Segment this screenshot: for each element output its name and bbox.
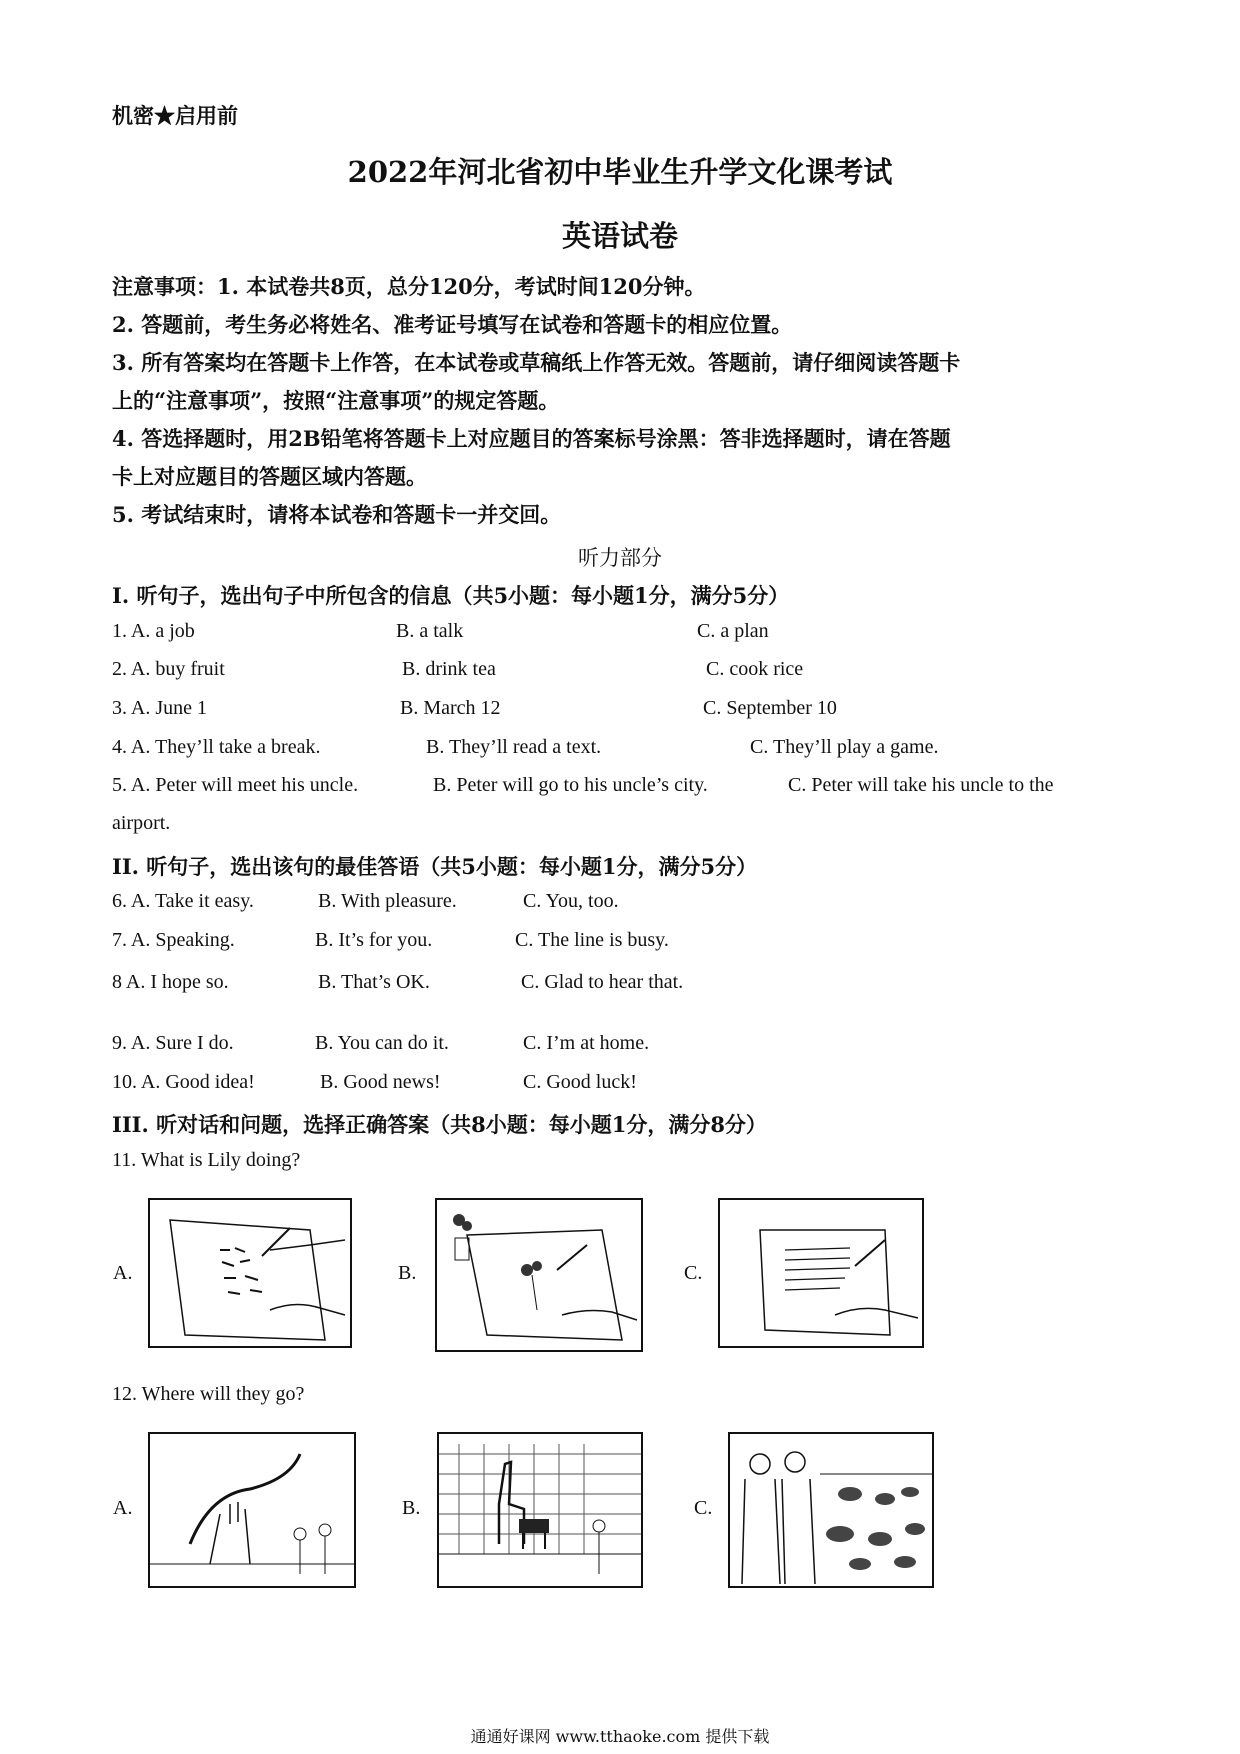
q12-label-b: B. bbox=[402, 1497, 421, 1519]
q6-option-c: C. You, too. bbox=[523, 890, 619, 912]
note-line-4a: 4. 答选择题时，用2B铅笔将答题卡上对应题目的答案标号涂黑：答非选择题时，请在答题 bbox=[112, 426, 951, 451]
note-line-2: 2. 答题前，考生务必将姓名、准考证号填写在试卷和答题卡的相应位置。 bbox=[112, 312, 793, 337]
note-line-4b: 卡上对应题目的答题区域内答题。 bbox=[112, 464, 427, 489]
q11-picture-b bbox=[435, 1198, 643, 1352]
q11-question: 11. What is Lily doing? bbox=[112, 1149, 301, 1171]
q8-option-c: C. Glad to hear that. bbox=[521, 971, 684, 993]
q7-option-a: 7. A. Speaking. bbox=[112, 929, 235, 951]
q4-option-b: B. They’ll read a text. bbox=[426, 736, 602, 758]
note-line-1: 注意事项：1. 本试卷共8页，总分120分，考试时间120分钟。 bbox=[112, 274, 706, 299]
farm-animals-illustration bbox=[730, 1434, 932, 1586]
museum-dinosaur-illustration bbox=[150, 1434, 354, 1586]
q10-option-c: C. Good luck! bbox=[523, 1071, 637, 1093]
q9-option-b: B. You can do it. bbox=[315, 1032, 449, 1054]
q3-option-b: B. March 12 bbox=[400, 697, 501, 719]
note-line-3a: 3. 所有答案均在答题卡上作答，在本试卷或草稿纸上作答无效。答题前，请仔细阅读答题卡 bbox=[112, 350, 961, 375]
q10-option-a: 10. A. Good idea! bbox=[112, 1071, 255, 1093]
confidential-label: 机密★启用前 bbox=[112, 103, 238, 128]
exam-title: 2022年河北省初中毕业生升学文化课考试 bbox=[347, 155, 893, 189]
q12-question: 12. Where will they go? bbox=[112, 1383, 305, 1405]
q2-option-b: B. drink tea bbox=[402, 658, 496, 680]
q2-option-a: 2. A. buy fruit bbox=[112, 658, 225, 680]
drawing-flowers-illustration bbox=[437, 1200, 641, 1350]
q5-option-c: C. Peter will take his uncle to the bbox=[788, 774, 1054, 796]
q7-option-c: C. The line is busy. bbox=[515, 929, 669, 951]
q1-option-a: 1. A. a job bbox=[112, 620, 195, 642]
q5-option-c-cont: airport. bbox=[112, 812, 171, 834]
listening-part-title: 听力部分 bbox=[578, 546, 662, 570]
q12-picture-a bbox=[148, 1432, 356, 1588]
note-line-3b: 上的“注意事项”，按照“注意事项”的规定答题。 bbox=[112, 388, 560, 413]
q8-option-b: B. That’s OK. bbox=[318, 971, 430, 993]
zoo-giraffe-illustration bbox=[439, 1434, 641, 1586]
section-2-heading: II. 听句子，选出该句的最佳答语（共5小题：每小题1分，满分5分） bbox=[112, 854, 758, 879]
q2-option-c: C. cook rice bbox=[706, 658, 804, 680]
q8-option-a: 8 A. I hope so. bbox=[112, 971, 229, 993]
q6-option-a: 6. A. Take it easy. bbox=[112, 890, 254, 912]
q11-picture-a bbox=[148, 1198, 352, 1348]
q12-label-c: C. bbox=[694, 1497, 713, 1519]
q7-option-b: B. It’s for you. bbox=[315, 929, 433, 951]
q12-label-a: A. bbox=[113, 1497, 133, 1519]
writing-letter-illustration bbox=[720, 1200, 922, 1346]
q12-picture-c bbox=[728, 1432, 934, 1588]
section-3-heading: III. 听对话和问题，选择正确答案（共8小题：每小题1分，满分8分） bbox=[112, 1112, 767, 1137]
q1-option-c: C. a plan bbox=[697, 620, 769, 642]
q12-picture-b bbox=[437, 1432, 643, 1588]
q3-option-c: C. September 10 bbox=[703, 697, 837, 719]
q1-option-b: B. a talk bbox=[396, 620, 464, 642]
section-1-heading: Ⅰ. 听句子，选出句子中所包含的信息（共5小题：每小题1分，满分5分） bbox=[112, 583, 790, 608]
q5-option-a: 5. A. Peter will meet his uncle. bbox=[112, 774, 359, 796]
q4-option-a: 4. A. They’ll take a break. bbox=[112, 736, 321, 758]
q6-option-b: B. With pleasure. bbox=[318, 890, 457, 912]
q10-option-b: B. Good news! bbox=[320, 1071, 441, 1093]
q9-option-a: 9. A. Sure I do. bbox=[112, 1032, 234, 1054]
writing-chinese-characters-illustration bbox=[150, 1200, 350, 1346]
q5-option-b: B. Peter will go to his uncle’s city. bbox=[433, 774, 708, 796]
note-line-5: 5. 考试结束时，请将本试卷和答题卡一并交回。 bbox=[112, 502, 562, 527]
q9-option-c: C. I’m at home. bbox=[523, 1032, 650, 1054]
q11-label-b: B. bbox=[398, 1262, 417, 1284]
exam-subtitle: 英语试卷 bbox=[561, 219, 678, 253]
q3-option-a: 3. A. June 1 bbox=[112, 697, 207, 719]
q11-label-c: C. bbox=[684, 1262, 703, 1284]
q11-label-a: A. bbox=[113, 1262, 133, 1284]
q4-option-c: C. They’ll play a game. bbox=[750, 736, 939, 758]
q11-picture-c bbox=[718, 1198, 924, 1348]
footer-source: 通通好课网 www.tthaoke.com 提供下载 bbox=[470, 1727, 770, 1746]
